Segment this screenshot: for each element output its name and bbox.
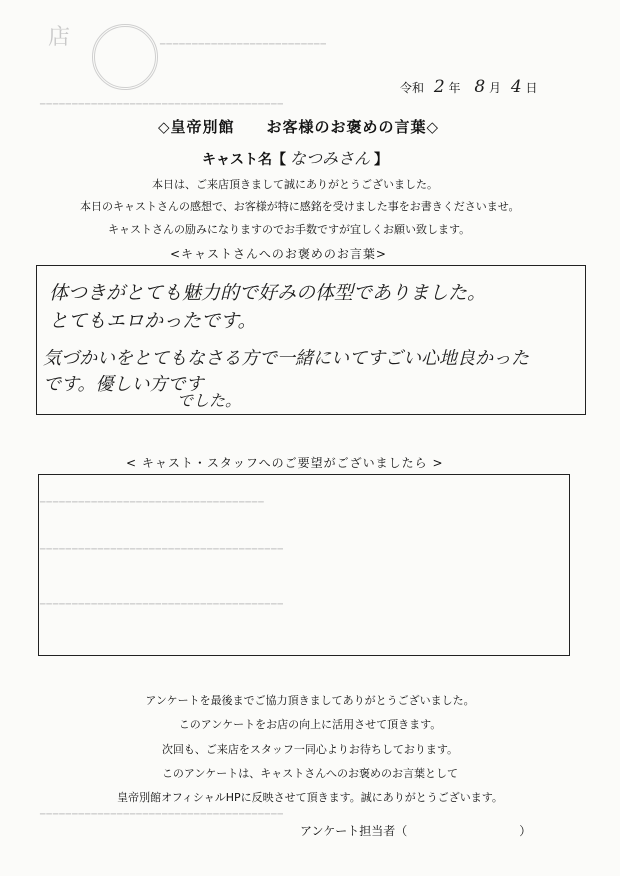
- date-year-handwritten: 2: [433, 77, 445, 97]
- reverse-side-bleed-text: ━━━━━━━━━━━━━━━━━━━━━━━━━━━━━━━━━━━━━━: [40, 810, 284, 820]
- reverse-side-bleed-text: ━━━━━━━━━━━━━━━━━━━━━━━━━━━━━━━━━━━━━━: [40, 545, 284, 555]
- intro-line: 本日のキャストさんの感想で、お客様が特に感銘を受けました事をお書きくださいませ。: [80, 200, 520, 213]
- date-day-label: 日: [525, 81, 538, 95]
- closing-line: 次回も、ご来店をスタッフ一同心よりお待ちしております。: [161, 743, 459, 756]
- request-comment-box: [38, 474, 570, 656]
- survey-staff-row: [300, 822, 531, 839]
- cast-name-handwritten: なつみさん: [290, 149, 371, 168]
- closing-line: 皇帝別館オフィシャルHPに反映させて頂きます。誠にありがとうございます。: [117, 791, 503, 804]
- praise-handwritten-line: です。優しい方です: [43, 374, 204, 395]
- request-section-heading: < キャスト・スタッフへのご要望がございましたら >: [126, 456, 444, 470]
- cast-name-close-bracket: 】: [374, 152, 389, 168]
- date-day-handwritten: 4: [510, 77, 522, 97]
- date-era: 令和: [400, 81, 425, 95]
- praise-handwritten-line: とてもエロかったです。: [49, 310, 257, 332]
- closing-line: アンケートを最後までご協力頂きましてありがとうございました。: [145, 694, 475, 707]
- reverse-side-bleed-text: ━━━━━━━━━━━━━━━━━━━━━━━━━━: [160, 40, 327, 50]
- reverse-side-bleed-text: ━━━━━━━━━━━━━━━━━━━━━━━━━━━━━━━━━━━━━━: [40, 600, 284, 610]
- cast-name-row: [202, 146, 388, 169]
- praise-section-heading: <キャストさんへのお褒めのお言葉>: [170, 247, 387, 261]
- survey-date: [400, 77, 538, 97]
- praise-handwritten-line: でした。: [177, 391, 242, 410]
- cast-name-label: キャスト名【: [202, 152, 286, 168]
- survey-staff-close-paren: ）: [519, 824, 532, 838]
- praise-handwritten-line: 体つきがとても魅力的で好みの体型でありました。: [49, 282, 487, 304]
- intro-line: キャストさんの励みになりますのでお手数ですが宜しくお願い致します。: [108, 223, 471, 236]
- closing-line: このアンケートをお店の向上に活用させて頂きます。: [178, 718, 442, 731]
- praise-comment-box: [36, 265, 586, 415]
- reverse-side-logo-ghost: 店: [48, 25, 71, 50]
- closing-line: このアンケートは、キャストさんへのお褒めのお言葉として: [161, 767, 459, 780]
- reverse-side-bleed-text: ━━━━━━━━━━━━━━━━━━━━━━━━━━━━━━━━━━━: [40, 498, 265, 508]
- date-month-label: 月: [489, 81, 502, 95]
- date-month-handwritten: 8: [474, 77, 486, 97]
- survey-staff-label: アンケート担当者（: [300, 824, 408, 838]
- document-title: ◇皇帝別館 お客様のお褒めの言葉◇: [158, 118, 440, 136]
- reverse-side-stamp-ghost: [92, 24, 158, 90]
- intro-line: 本日は、ご来店頂きまして誠にありがとうございました。: [152, 178, 438, 191]
- date-year-label: 年: [448, 81, 461, 95]
- praise-handwritten-line: 気づかいをとてもなさる方で一緒にいてすごい心地良かった: [43, 348, 529, 369]
- reverse-side-bleed-text: ━━━━━━━━━━━━━━━━━━━━━━━━━━━━━━━━━━━━━━: [40, 100, 284, 110]
